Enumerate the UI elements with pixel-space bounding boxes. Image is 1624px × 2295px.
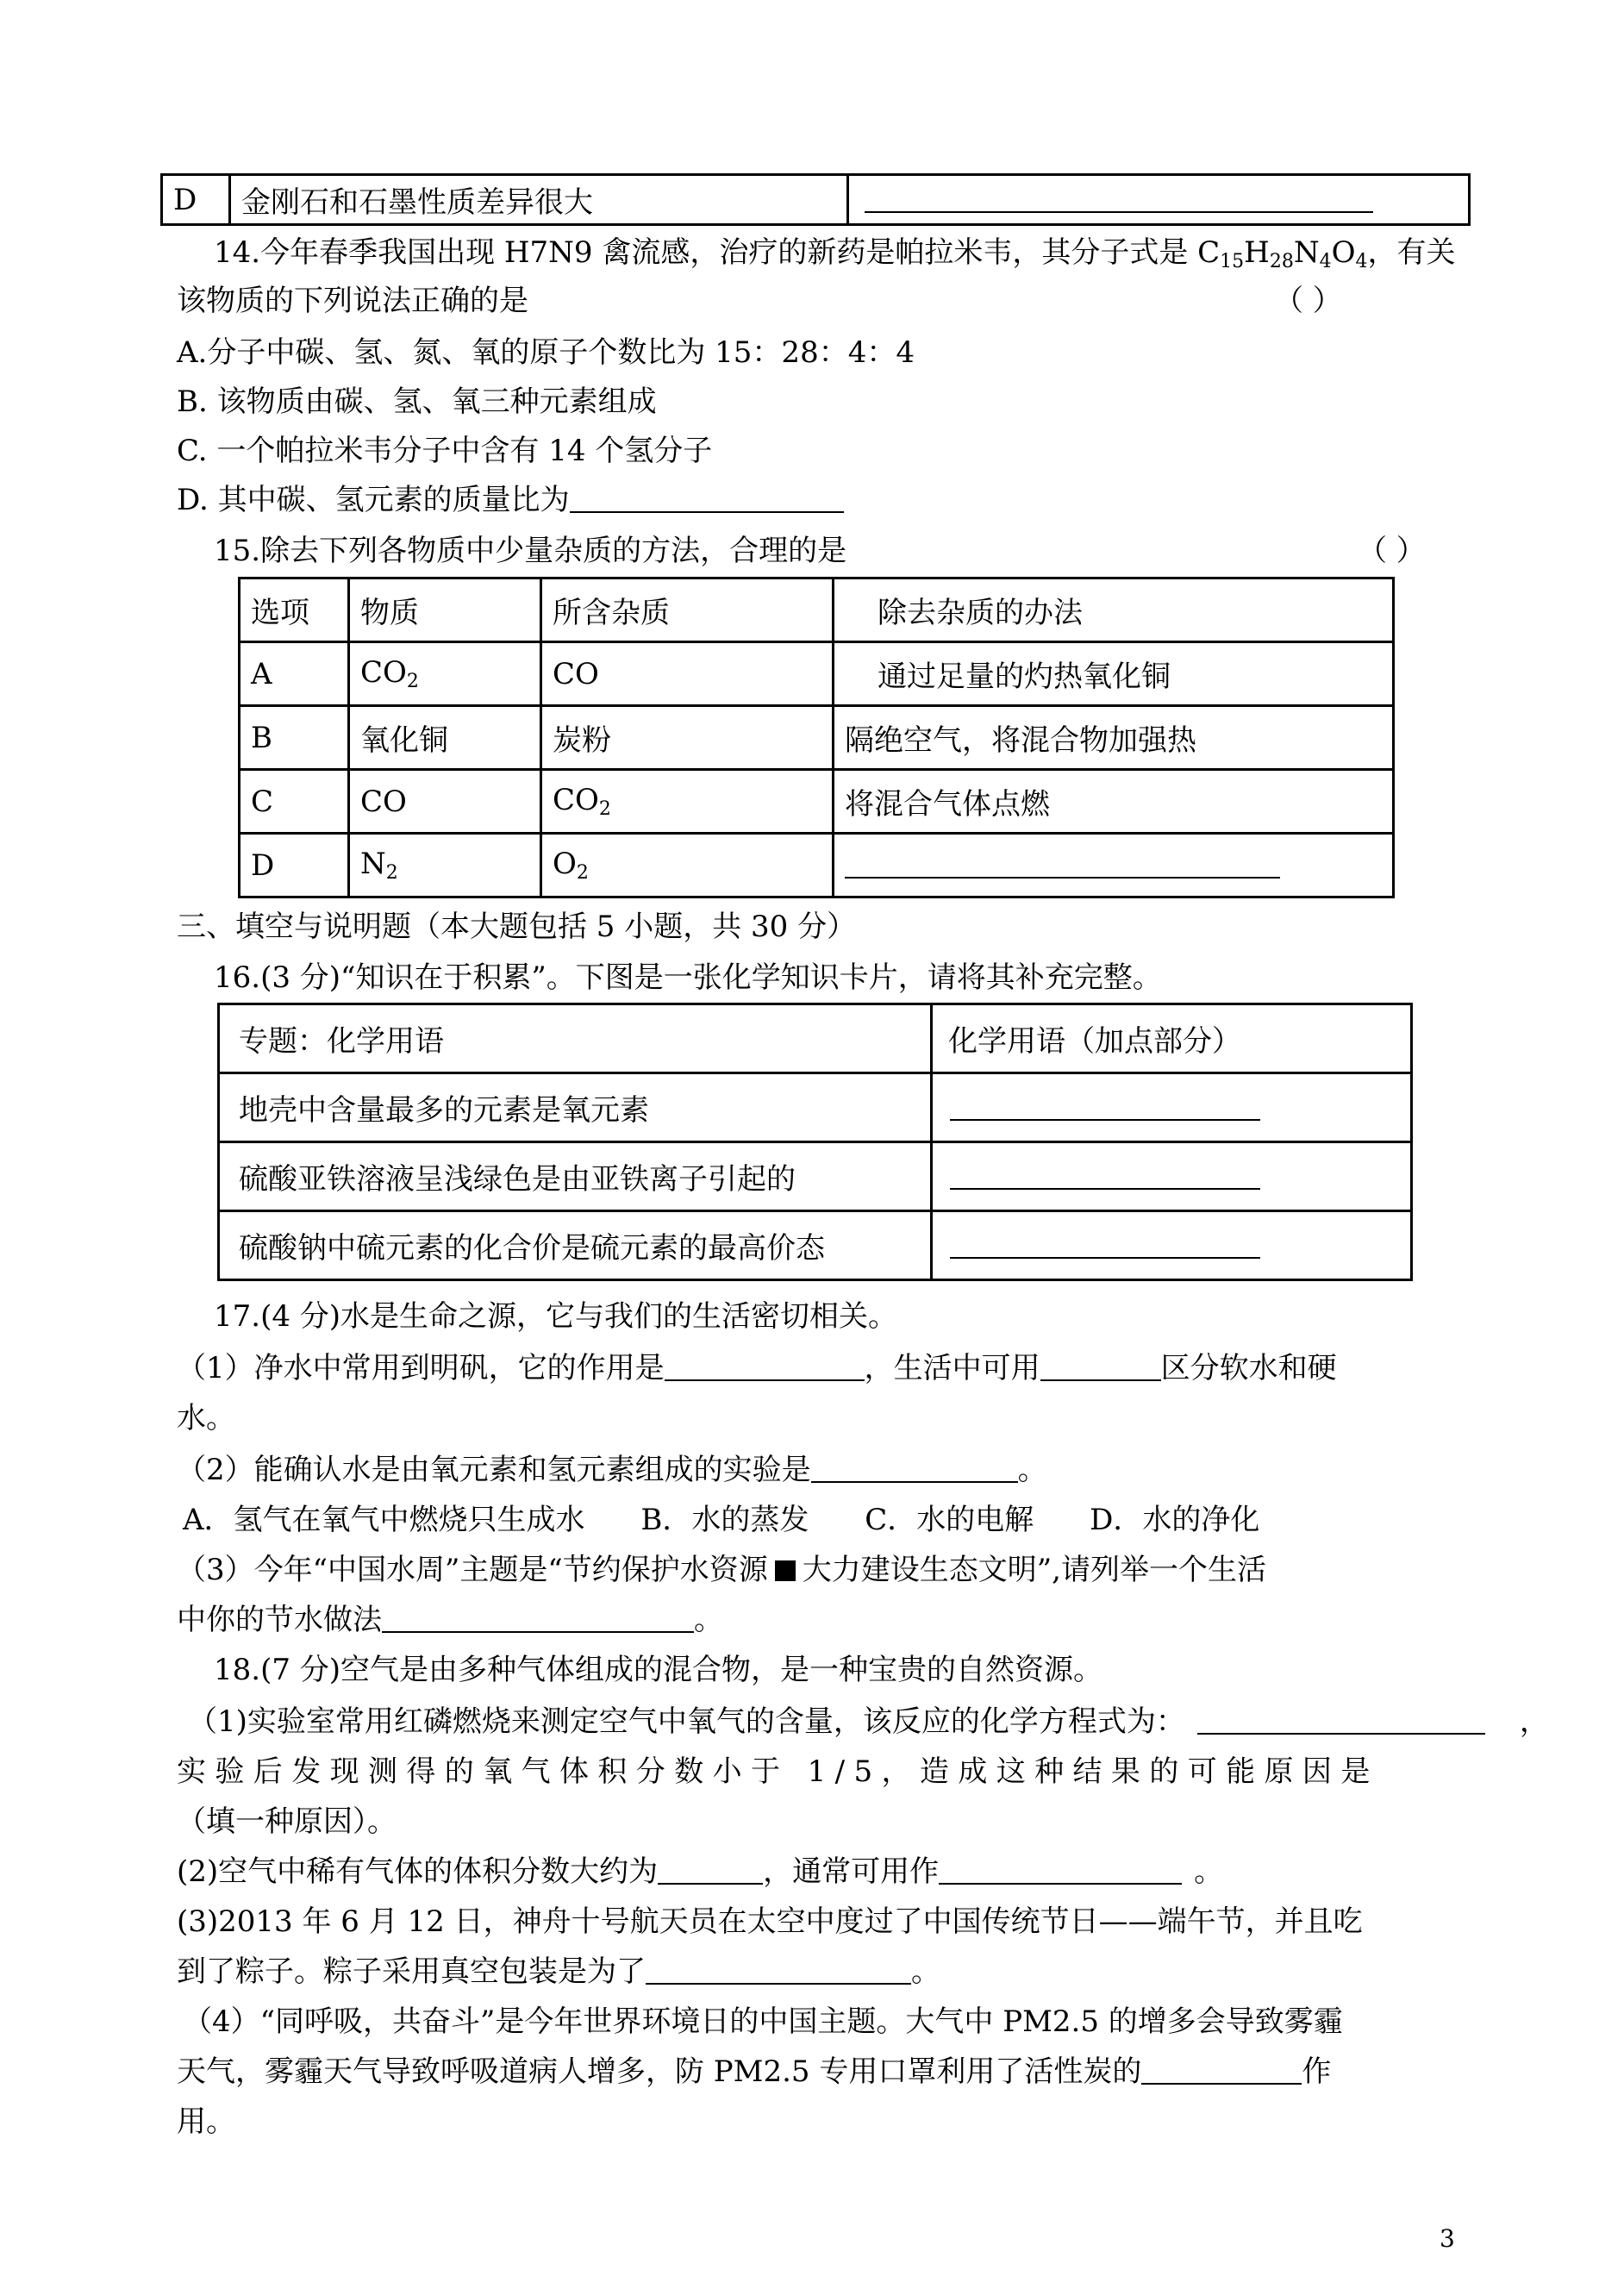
q17-p1-blank2[interactable] [1040,1354,1161,1381]
q16-header-topic: 专题：化学用语 [219,1004,932,1073]
q15-cell-option: B [240,706,349,770]
q15-header-option: 选项 [240,578,349,642]
q17-options: A．氢气在氧气中燃烧只生成水 B．水的蒸发 C．水的电解 D．水的净化 [183,1503,1260,1537]
q14-line1: 14.今年春季我国出现 H7N9 禽流感，治疗的新药是帕拉米韦，其分子式是 $C_{15}H_{28}N_4O_4$，有关 [214,235,1456,272]
q18-part1: （1)实验室常用红磷燃烧来测定空气中氧气的含量，该反应的化学方程式为： ， [188,1704,1549,1739]
q15-cell-impurity: $CO_2$ [541,770,834,834]
q16-header-term: 化学用语（加点部分） [932,1004,1412,1073]
q17-p1-blank1[interactable] [665,1354,865,1381]
q16-answer-cell [932,1073,1412,1142]
q15-cell-substance: $CO_2$ [349,642,541,706]
table-row [219,1073,1412,1142]
q13-answer-blank[interactable] [865,185,1373,213]
q15-d-method-blank[interactable] [845,851,1280,879]
q17-part1: （1）净水中常用到明矾，它的作用是 ，生活中可用 区分软水和硬 [177,1351,1337,1385]
q18-part4-end: 用。 [177,2104,235,2139]
table-row [219,1211,1412,1280]
q17-part1-cont: 水。 [177,1401,235,1435]
q15-cell-method [834,834,1394,897]
q16-stem: 16.(3 分)“知识在于积累”。下图是一张化学知识卡片，请将其补充完整。 [214,960,1162,995]
page-number: 3 [1440,2224,1455,2253]
q15-header-method: 除去杂质的办法 [834,578,1394,642]
q16-answer-cell [932,1142,1412,1211]
q18-p2-blank1[interactable] [658,1857,763,1885]
q16-answer-blank[interactable] [950,1093,1260,1121]
q17-stem: 17.(4 分)水是生命之源，它与我们的生活密切相关。 [214,1299,898,1334]
q16-answer-blank[interactable] [950,1162,1260,1190]
q16-answer-blank[interactable] [950,1231,1260,1259]
q15-cell-option: A [240,642,349,706]
table-row [240,642,1394,706]
q14-option-b: B. 该物质由碳、氢、氧三种元素组成 [177,385,657,419]
q18-stem: 18.(7 分)空气是由多种气体组成的混合物，是一种宝贵的自然资源。 [214,1653,1103,1687]
q18-part1-note: （填一种原因）。 [177,1804,397,1839]
q14-option-d: D. 其中碳、氢元素的质量比为 [177,481,844,519]
table-row [240,770,1394,834]
q14-formula: $C_{15}H_{28}N_4O_4$ [1197,235,1368,272]
q15-cell-substance: CO [349,770,541,834]
q14-paren[interactable]: （ ） [1274,284,1342,318]
q18-part2: (2)空气中稀有气体的体积分数大约为 ，通常可用作 。 [177,1854,1224,1889]
table-row [240,834,1394,897]
q18-p3-blank[interactable] [646,1957,911,1985]
q16-row-text: 硫酸钠中硫元素的化合价是硫元素的最高价态 [219,1211,932,1280]
q15-cell-option: D [240,834,349,897]
q17-p3-blank[interactable] [382,1605,694,1633]
q13-text: 金刚石和石墨性质差异很大 [230,175,848,225]
q18-p4-blank[interactable] [1141,2057,1302,2085]
q18-p2-blank2[interactable] [939,1857,1182,1885]
q17-p2-blank[interactable] [811,1455,1018,1483]
q15-cell-method: 通过足量的灼热氧化铜 [834,642,1394,706]
q13-table-row [160,173,1471,226]
q18-part3-cont: 到了粽子。粽子采用真空包装是为了 。 [177,1954,940,1989]
q15-cell-substance: 氧化铜 [349,706,541,770]
q13-option: D [162,175,230,225]
q14-option-a: A.分子中碳、氢、氮、氧的原子个数比为 15：28：4：4 [177,335,915,370]
q15-paren[interactable]: （ ） [1358,534,1426,568]
q15-cell-impurity: 炭粉 [541,706,834,770]
q15-table [238,577,1395,898]
q17-part2: （2）能确认水是由氧元素和氢元素组成的实验是 。 [177,1453,1047,1487]
q14-line2: 该物质的下列说法正确的是 [177,284,528,318]
q16-row-text: 地壳中含量最多的元素是氧元素 [219,1073,932,1142]
q18-part1-cont: 实验后发现测得的氧气体积分数小于 1/5，造成这种结果的可能原因是 [177,1754,1379,1789]
q16-row-text: 硫酸亚铁溶液呈浅绿色是由亚铁离子引起的 [219,1142,932,1211]
q18-part3: (3)2013 年 6 月 12 日，神舟十号航天员在太空中度过了中国传统节日——端午节，并且吃 [177,1904,1363,1939]
table-row [240,706,1394,770]
q15-cell-option: C [240,770,349,834]
q14-option-c: C. 一个帕拉米韦分子中含有 14 个氢分子 [177,434,713,468]
q15-cell-method: 将混合气体点燃 [834,770,1394,834]
q18-part4-cont: 天气，雾霾天气导致呼吸道病人增多，防 PM2.5 专用口罩利用了活性炭的 作 [177,2054,1332,2089]
q16-answer-cell [932,1211,1412,1280]
q18-p1-blank[interactable] [1197,1707,1485,1735]
q17-part3: （3）今年“中国水周”主题是“节约保护水资源 大力建设生态文明”,请列举一个生活 [177,1553,1266,1587]
q15-cell-impurity: $O_2$ [541,834,834,897]
q18-part4: （4）“同呼吸，共奋斗”是今年世界环境日的中国主题。大气中 PM2.5 的增多会导致雾霾 [183,2004,1343,2039]
q15-cell-method: 隔绝空气，将混合物加强热 [834,706,1394,770]
q15-header-impurity: 所含杂质 [541,578,834,642]
q15-stem: 15.除去下列各物质中少量杂质的方法，合理的是 [214,534,847,568]
q15-cell-substance: $N_2$ [349,834,541,897]
square-bullet-icon [775,1560,796,1581]
q17-part3-cont: 中你的节水做法 。 [177,1603,723,1637]
q13-answer-cell [848,175,1470,225]
q14-d-blank[interactable] [570,485,844,513]
section-3-title: 三、填空与说明题（本大题包括 5 小题，共 30 分） [177,910,857,944]
q15-cell-impurity: CO [541,642,834,706]
q15-header-substance: 物质 [349,578,541,642]
table-row [219,1142,1412,1211]
q16-table [217,1003,1413,1281]
